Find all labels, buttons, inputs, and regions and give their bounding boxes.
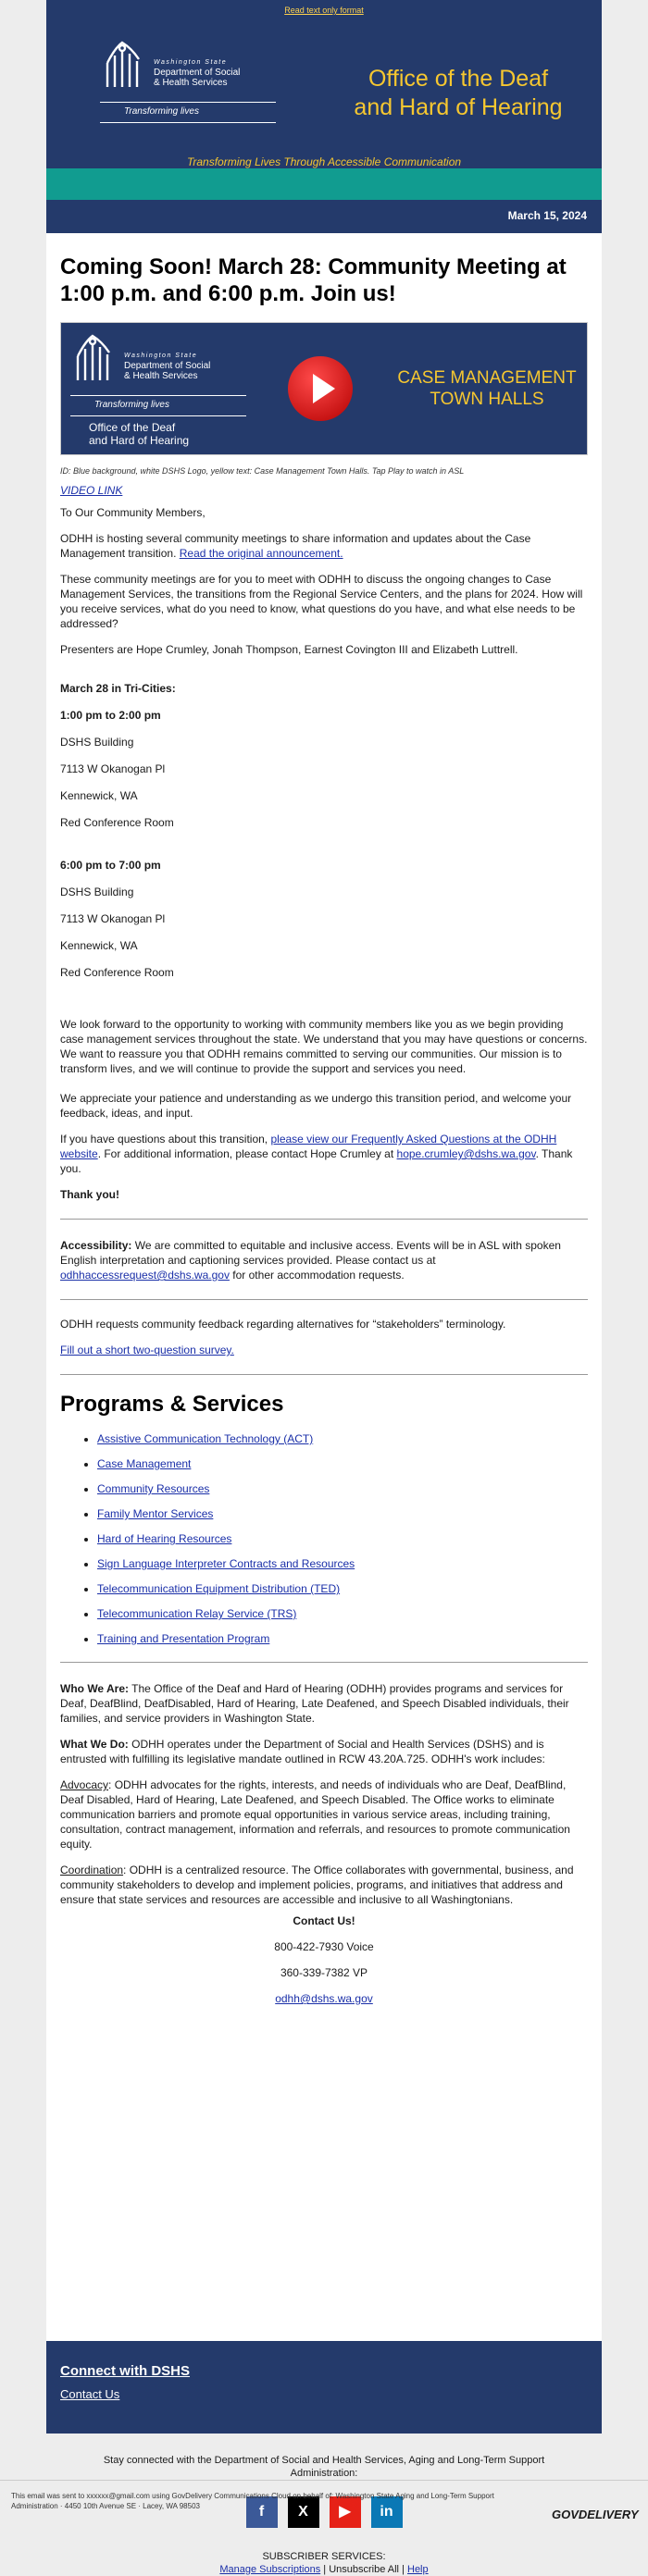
town-hall-title <box>380 367 593 410</box>
accessibility-label: Accessibility: <box>60 1239 132 1252</box>
town-hall-title-line2: TOWN HALLS <box>430 390 544 409</box>
facebook-icon[interactable]: f <box>246 2496 278 2528</box>
logo-department-line2: & Health Services <box>154 78 228 88</box>
paragraph-6-text-b: . For additional information, please contact Hope Crumley at <box>97 1147 394 1160</box>
manage-subscriptions-link[interactable]: Manage Subscriptions <box>219 2564 321 2575</box>
govdelivery-logo: GOVDELIVERY <box>552 2508 639 2521</box>
office-title-line2: and Hard of Hearing <box>354 94 563 120</box>
paragraph-4: We look forward to the opportunity to working with community members like you as we begin providing case management services throughout the state. We understand that you may have questions or concerns. We want to reassure you that ODHH remains committed to serving our communities. Our mission is to transform lives, and we will continue to provide the support and services you need. <box>60 1018 588 1075</box>
faq-link[interactable]: please view our Frequently Asked Questions at the ODHH website <box>60 1133 557 1160</box>
office-title-line1: Office of the Deaf <box>368 66 549 92</box>
main-content <box>46 233 602 2341</box>
video-logo-divider-top <box>70 395 246 396</box>
tagline-bar <box>46 155 602 200</box>
tagline: Transforming Lives Through Accessible Communication <box>186 155 462 168</box>
greeting: To Our Community Members, <box>60 506 206 519</box>
divider <box>60 1662 588 1663</box>
logo-divider-bottom <box>100 122 276 123</box>
connect-heading-link[interactable]: Connect with DSHS <box>60 2363 191 2379</box>
header-banner <box>46 20 602 168</box>
session-1-room: Red Conference Room <box>60 816 174 829</box>
schedule-heading: March 28 in Tri-Cities: <box>60 682 176 695</box>
session-1-street: 7113 W Okanogan Pl <box>60 762 166 775</box>
what-we-do-label: What We Do: <box>60 1738 129 1751</box>
list-item <box>97 1532 588 1545</box>
video-logo-department <box>124 361 244 381</box>
session-2-city: Kennewick, WA <box>60 939 138 952</box>
text-only-bar <box>46 0 602 20</box>
logo-transforming: Transforming lives <box>124 106 199 117</box>
session-2-room: Red Conference Room <box>60 966 174 979</box>
who-we-are-text: The Office of the Deaf and Hard of Hearing (ODHH) provides programs and services for Deaf, DeafBlind, DeafDisabled, Hard of Hearing, Late Deafened, and Speech Disabled individuals, their families, and service providers in Washington State. <box>60 1682 569 1725</box>
dshs-logo-icon <box>100 39 154 89</box>
programs-heading: Programs & Services <box>60 1392 284 1417</box>
separator: | <box>402 2564 405 2575</box>
program-link-training[interactable]: Training and Presentation Program <box>97 1632 270 1645</box>
contact-voice: 800-422-7930 Voice <box>274 1940 374 1953</box>
list-item <box>97 1607 588 1620</box>
programs-list <box>60 1432 588 1645</box>
youtube-icon[interactable]: ▶ <box>330 2496 361 2528</box>
text-only-link[interactable]: Read text only format <box>284 6 364 15</box>
coordination-text: : ODHH is a centralized resource. The Office collaborates with governmental, business, and community stakeholders to develop and implement policies, programs, and initiatives that address and ensure that state services and resources are accessible and inclusive to all Washingtonians. <box>60 1864 574 1906</box>
date-bar <box>46 200 602 233</box>
program-link-case-management[interactable]: Case Management <box>97 1457 192 1470</box>
advocacy <box>60 1777 588 1852</box>
contact-block <box>60 1914 588 2005</box>
paragraph-3: Presenters are Hope Crumley, Jonah Thompson, Earnest Covington III and Elizabeth Luttrell. <box>60 643 518 656</box>
paragraph-1-text: ODHH is hosting several community meetings to share information and updates about the Case Management transition. <box>60 532 531 560</box>
program-link-community-resources[interactable]: Community Resources <box>97 1482 210 1495</box>
separator: | <box>323 2564 327 2575</box>
paragraph-6-text-c: . Thank you. <box>60 1147 573 1175</box>
fine-print: This email was sent to xxxxxx@gmail.com using GovDelivery Communications Cloud on behalf of: Washington State Aging and Long-Term Support Administration · 4450 10th Avenue SE · Lacey, WA 98503 <box>11 2492 494 2510</box>
program-link-interpreter-contracts[interactable]: Sign Language Interpreter Contracts and Resources <box>97 1557 355 1570</box>
paragraph-6 <box>60 1132 588 1176</box>
session-1-time: 1:00 pm to 2:00 pm <box>60 709 161 722</box>
coordination-label: Coordination <box>60 1864 124 1876</box>
stay-connected-text: Stay connected with the Department of Social and Health Services, Aging and Long-Term Support Administration: <box>103 2455 545 2479</box>
video-logo-office-line1: Office of the Deaf <box>89 421 176 434</box>
session-1-city: Kennewick, WA <box>60 789 138 802</box>
who-we-are <box>60 1681 588 1726</box>
paragraph-6-text-a: If you have questions about this transition, <box>60 1133 268 1146</box>
accessibility-statement <box>60 1238 588 1282</box>
subscriber-services-label: SUBSCRIBER SERVICES: <box>262 2551 386 2562</box>
advocacy-text: : ODHH advocates for the rights, interests, and needs of individuals who are Deaf, DeafBlind, Deaf Disabled, Hard of Hearing, Late Deafened, and Speech Disabled. The Office works to eliminate communication barriers and promote equal opportunities in various service areas, including training, consultation, contract management, information and referrals, and resources to promote communication equity. <box>60 1778 570 1851</box>
advocacy-label: Advocacy <box>60 1778 109 1791</box>
program-link-act[interactable]: Assistive Communication Technology (ACT) <box>97 1432 314 1445</box>
session-1-building: DSHS Building <box>60 736 134 749</box>
office-title <box>324 65 592 122</box>
play-icon[interactable] <box>288 356 353 421</box>
thank-you: Thank you! <box>60 1188 120 1201</box>
program-link-family-mentor[interactable]: Family Mentor Services <box>97 1507 214 1520</box>
paragraph-1 <box>60 531 588 561</box>
survey-link[interactable]: Fill out a short two-question survey. <box>60 1344 234 1356</box>
list-item <box>97 1457 588 1470</box>
video-logo-office-line2: and Hard of Hearing <box>89 434 190 447</box>
list-item <box>97 1432 588 1445</box>
contact-us-link[interactable]: Contact Us <box>60 2387 120 2401</box>
feedback-request: ODHH requests community feedback regarding alternatives for “stakeholders” terminology. <box>60 1318 506 1331</box>
video-logo-department-line2: & Health Services <box>124 371 198 381</box>
video-logo-office <box>89 421 189 447</box>
video-dshs-logo-icon <box>70 332 124 382</box>
logo-department-line1: Department of Social <box>154 68 241 78</box>
accessibility-text-2: for other accommodation requests. <box>232 1269 405 1282</box>
town-hall-video-image[interactable] <box>60 322 588 455</box>
list-item <box>97 1557 588 1570</box>
program-link-ted[interactable]: Telecommunication Equipment Distribution (TED) <box>97 1582 341 1595</box>
video-logo-transforming: Transforming lives <box>94 400 169 410</box>
hope-crumley-email-link[interactable]: hope.crumley@dshs.wa.gov <box>396 1147 536 1160</box>
what-we-do-text: ODHH operates under the Department of Social and Health Services (DSHS) and is entrusted with fulfilling its legislative mandate outlined in RCW 43.20A.725. ODHH's work includes: <box>60 1738 545 1765</box>
paragraph-2: These community meetings are for you to meet with ODHH to discuss the ongoing changes to Case Management Services, the transitions from the Regional Service Centers, and the plans for 2024. How will you receive services, what do you need to know, what questions do you have, and what else needs to be addressed? <box>60 573 583 630</box>
video-logo-divider-bottom <box>70 415 246 416</box>
footer <box>0 2454 648 2576</box>
paragraph-5: We appreciate your patience and understanding as we undergo this transition period, and welcome your feedback, ideas, and input. <box>60 1092 572 1120</box>
schedule <box>60 681 588 980</box>
video-link[interactable]: VIDEO LINK <box>60 484 123 497</box>
list-item <box>97 1632 588 1645</box>
footer-divider <box>0 2480 648 2481</box>
town-hall-title-line1: CASE MANAGEMENT <box>397 368 577 388</box>
session-2-building: DSHS Building <box>60 886 134 898</box>
unsubscribe-all-link[interactable]: Unsubscribe All <box>329 2564 400 2575</box>
divider <box>60 1219 588 1220</box>
list-item <box>97 1482 588 1495</box>
contact-vp: 360-339-7382 VP <box>280 1966 368 1979</box>
subscriber-links <box>0 2563 648 2576</box>
divider <box>60 1374 588 1375</box>
video-logo-department-line1: Department of Social <box>124 361 211 371</box>
logo-department <box>154 68 274 88</box>
program-link-hard-of-hearing[interactable]: Hard of Hearing Resources <box>97 1532 232 1545</box>
divider <box>60 1299 588 1300</box>
help-link[interactable]: Help <box>407 2564 429 2575</box>
access-request-email-link[interactable]: odhhaccessrequest@dshs.wa.gov <box>60 1269 230 1282</box>
image-caption: ID: Blue background, white DSHS Logo, yellow text: Case Management Town Halls. Tap Play to watch in ASL <box>60 466 465 476</box>
coordination <box>60 1863 588 1907</box>
logo-state: Washington State <box>154 59 228 66</box>
list-item <box>97 1507 588 1520</box>
what-we-do <box>60 1737 588 1766</box>
original-announcement-link[interactable]: Read the original announcement. <box>179 547 343 560</box>
x-twitter-icon[interactable]: X <box>288 2496 319 2528</box>
connect-with-dshs <box>46 2341 602 2434</box>
session-2-street: 7113 W Okanogan Pl <box>60 912 166 925</box>
program-link-trs[interactable]: Telecommunication Relay Service (TRS) <box>97 1607 297 1620</box>
session-2-time: 6:00 pm to 7:00 pm <box>60 859 161 872</box>
article-title: Coming Soon! March 28: Community Meeting at 1:00 p.m. and 6:00 p.m. Join us! <box>60 254 567 306</box>
who-we-are-label: Who We Are: <box>60 1682 129 1695</box>
contact-heading: Contact Us! <box>293 1914 355 1927</box>
issue-date: March 15, 2024 <box>507 209 587 222</box>
linkedin-icon[interactable]: in <box>371 2496 403 2528</box>
list-item <box>97 1582 588 1595</box>
video-logo-state: Washington State <box>124 353 198 359</box>
logo-divider-top <box>100 102 276 103</box>
contact-email-link[interactable]: odhh@dshs.wa.gov <box>275 1992 373 2005</box>
accessibility-text: We are committed to equitable and inclusive access. Events will be in ASL with spoken English interpretation and captioning services provided. Please contact us at <box>60 1239 561 1267</box>
